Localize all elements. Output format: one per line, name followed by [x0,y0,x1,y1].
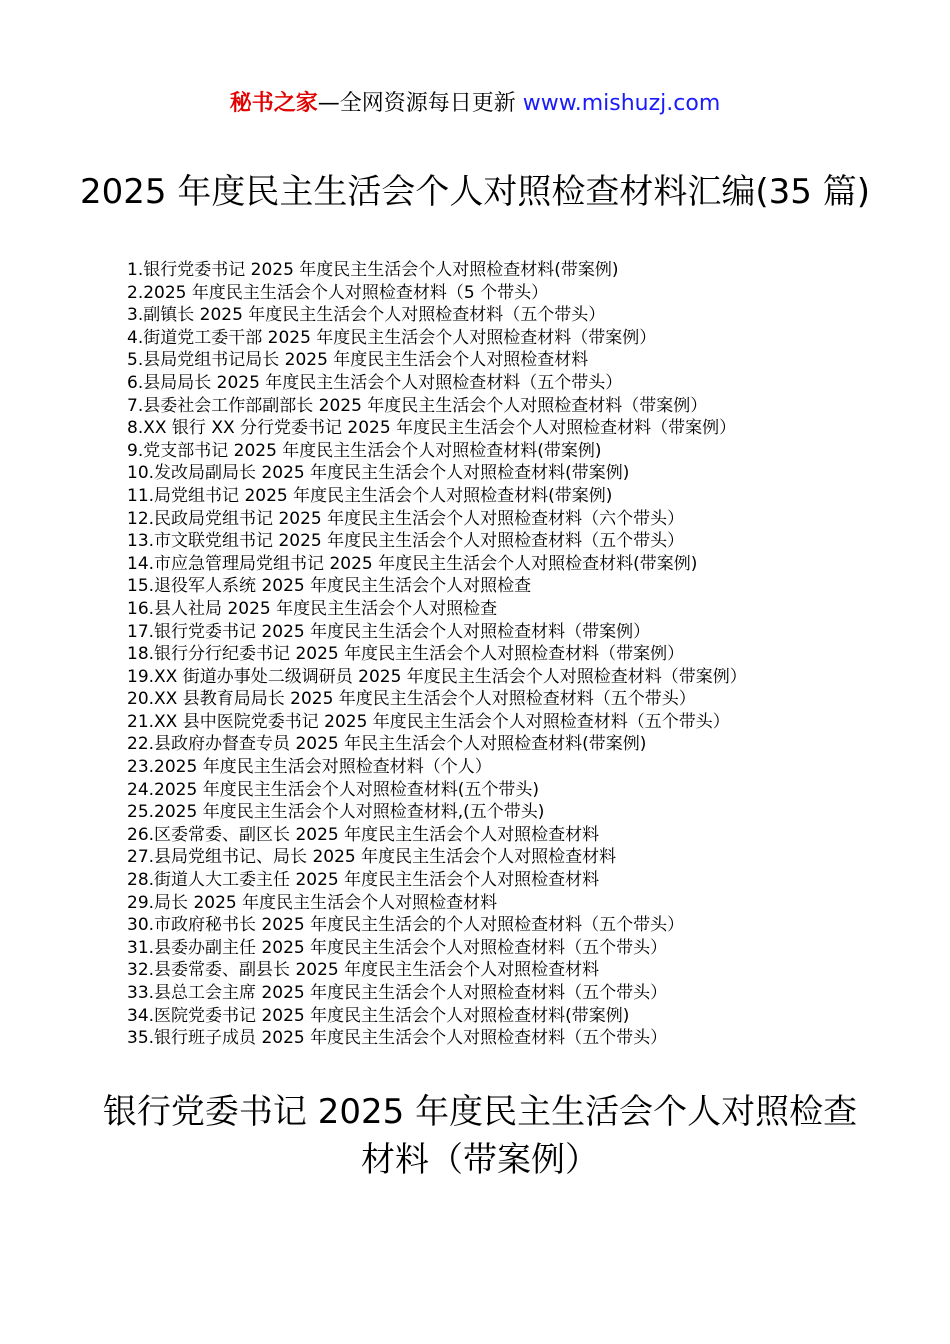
toc-item[interactable]: 9.党支部书记 2025 年度民主生活会个人对照检查材料(带案例) [127,440,602,461]
toc-item[interactable]: 2.2025 年度民主生活会个人对照检查材料（5 个带头） [127,282,549,303]
header-tagline: —全网资源每日更新 [317,91,523,116]
toc-item[interactable]: 32.县委常委、副县长 2025 年度民主生活会个人对照检查材料 [127,960,600,981]
toc-item[interactable]: 30.市政府秘书长 2025 年度民主生活会的个人对照检查材料（五个带头） [127,915,685,936]
toc-item[interactable]: 22.县政府办督查专员 2025 年民主生活会个人对照检查材料(带案例) [127,734,647,755]
toc-item[interactable]: 1.银行党委书记 2025 年度民主生活会个人对照检查材料(带案例) [127,260,619,280]
toc-item[interactable]: 35.银行班子成员 2025 年度民主生活会个人对照检查材料（五个带头） [127,1028,668,1049]
toc-item[interactable]: 17.银行党委书记 2025 年度民主生活会个人对照检查材料（带案例） [127,621,651,642]
site-header [0,88,950,120]
toc-item[interactable]: 10.发改局副局长 2025 年度民主生活会个人对照检查材料(带案例) [127,463,630,484]
brand-name: 秘书之家 [229,91,318,116]
toc-item[interactable]: 6.县局局长 2025 年度民主生活会个人对照检查材料（五个带头） [127,372,623,393]
toc-item[interactable]: 24.2025 年度民主生活会个人对照检查材料(五个带头) [127,779,539,800]
toc-item[interactable]: 13.市文联党组书记 2025 年度民主生活会个人对照检查材料（五个带头） [127,531,685,552]
toc-item[interactable]: 11.局党组书记 2025 年度民主生活会个人对照检查材料(带案例) [127,485,613,506]
toc-item[interactable]: 19.XX 街道办事处二级调研员 2025 年度民主生活会个人对照检查材料（带案例） [127,666,747,687]
toc-item[interactable]: 25.2025 年度民主生活会个人对照检查材料,(五个带头) [127,802,545,823]
toc-item[interactable]: 7.县委社会工作部副部长 2025 年度民主生活会个人对照检查材料（带案例） [127,395,708,416]
toc-item[interactable]: 26.区委常委、副区长 2025 年度民主生活会个人对照检查材料 [127,824,600,845]
toc-item[interactable]: 27.县局党组书记、局长 2025 年度民主生活会个人对照检查材料 [127,847,617,868]
toc-item[interactable]: 14.市应急管理局党组书记 2025 年度民主生活会个人对照检查材料(带案例) [127,553,698,574]
site-url-link[interactable]: www.mishuzj.com [522,91,721,116]
toc-item[interactable]: 15.退役军人系统 2025 年度民主生活会个人对照检查 [127,576,532,597]
toc-item[interactable]: 28.街道人大工委主任 2025 年度民主生活会个人对照检查材料 [127,870,600,891]
toc-item[interactable]: 34.医院党委书记 2025 年度民主生活会个人对照检查材料(带案例) [127,1005,630,1026]
toc-item[interactable]: 18.银行分行纪委书记 2025 年度民主生活会个人对照检查材料（带案例） [127,644,685,665]
toc-item[interactable]: 33.县总工会主席 2025 年度民主生活会个人对照检查材料（五个带头） [127,983,668,1003]
toc-item[interactable]: 23.2025 年度民主生活会对照检查材料（个人） [127,757,492,778]
table-of-contents [127,259,847,1050]
document-title: 2025 年度民主生活会个人对照检查材料汇编(35 篇) [80,172,870,212]
toc-item[interactable]: 29.局长 2025 年度民主生活会个人对照检查材料 [127,892,498,913]
section-title: 银行党委书记 2025 年度民主生活会个人对照检查材料（带案例） [102,1092,858,1180]
toc-item[interactable]: 12.民政局党组书记 2025 年度民主生活会个人对照检查材料（六个带头） [127,508,685,529]
toc-item[interactable]: 20.XX 县教育局局长 2025 年度民主生活会个人对照检查材料（五个带头） [127,689,696,710]
toc-item[interactable]: 31.县委办副主任 2025 年度民主生活会个人对照检查材料（五个带头） [127,937,668,958]
toc-item[interactable]: 5.县局党组书记局长 2025 年度民主生活会个人对照检查材料 [127,350,589,371]
toc-item[interactable]: 3.副镇长 2025 年度民主生活会个人对照检查材料（五个带头） [127,305,606,326]
toc-item[interactable]: 8.XX 银行 XX 分行党委书记 2025 年度民主生活会个人对照检查材料（带案例） [127,418,737,439]
toc-item[interactable]: 21.XX 县中医院党委书记 2025 年度民主生活会个人对照检查材料（五个带头） [127,711,730,732]
toc-item[interactable]: 16.县人社局 2025 年度民主生活会个人对照检查 [127,598,498,619]
toc-item[interactable]: 4.街道党工委干部 2025 年度民主生活会个人对照检查材料（带案例） [127,327,657,348]
